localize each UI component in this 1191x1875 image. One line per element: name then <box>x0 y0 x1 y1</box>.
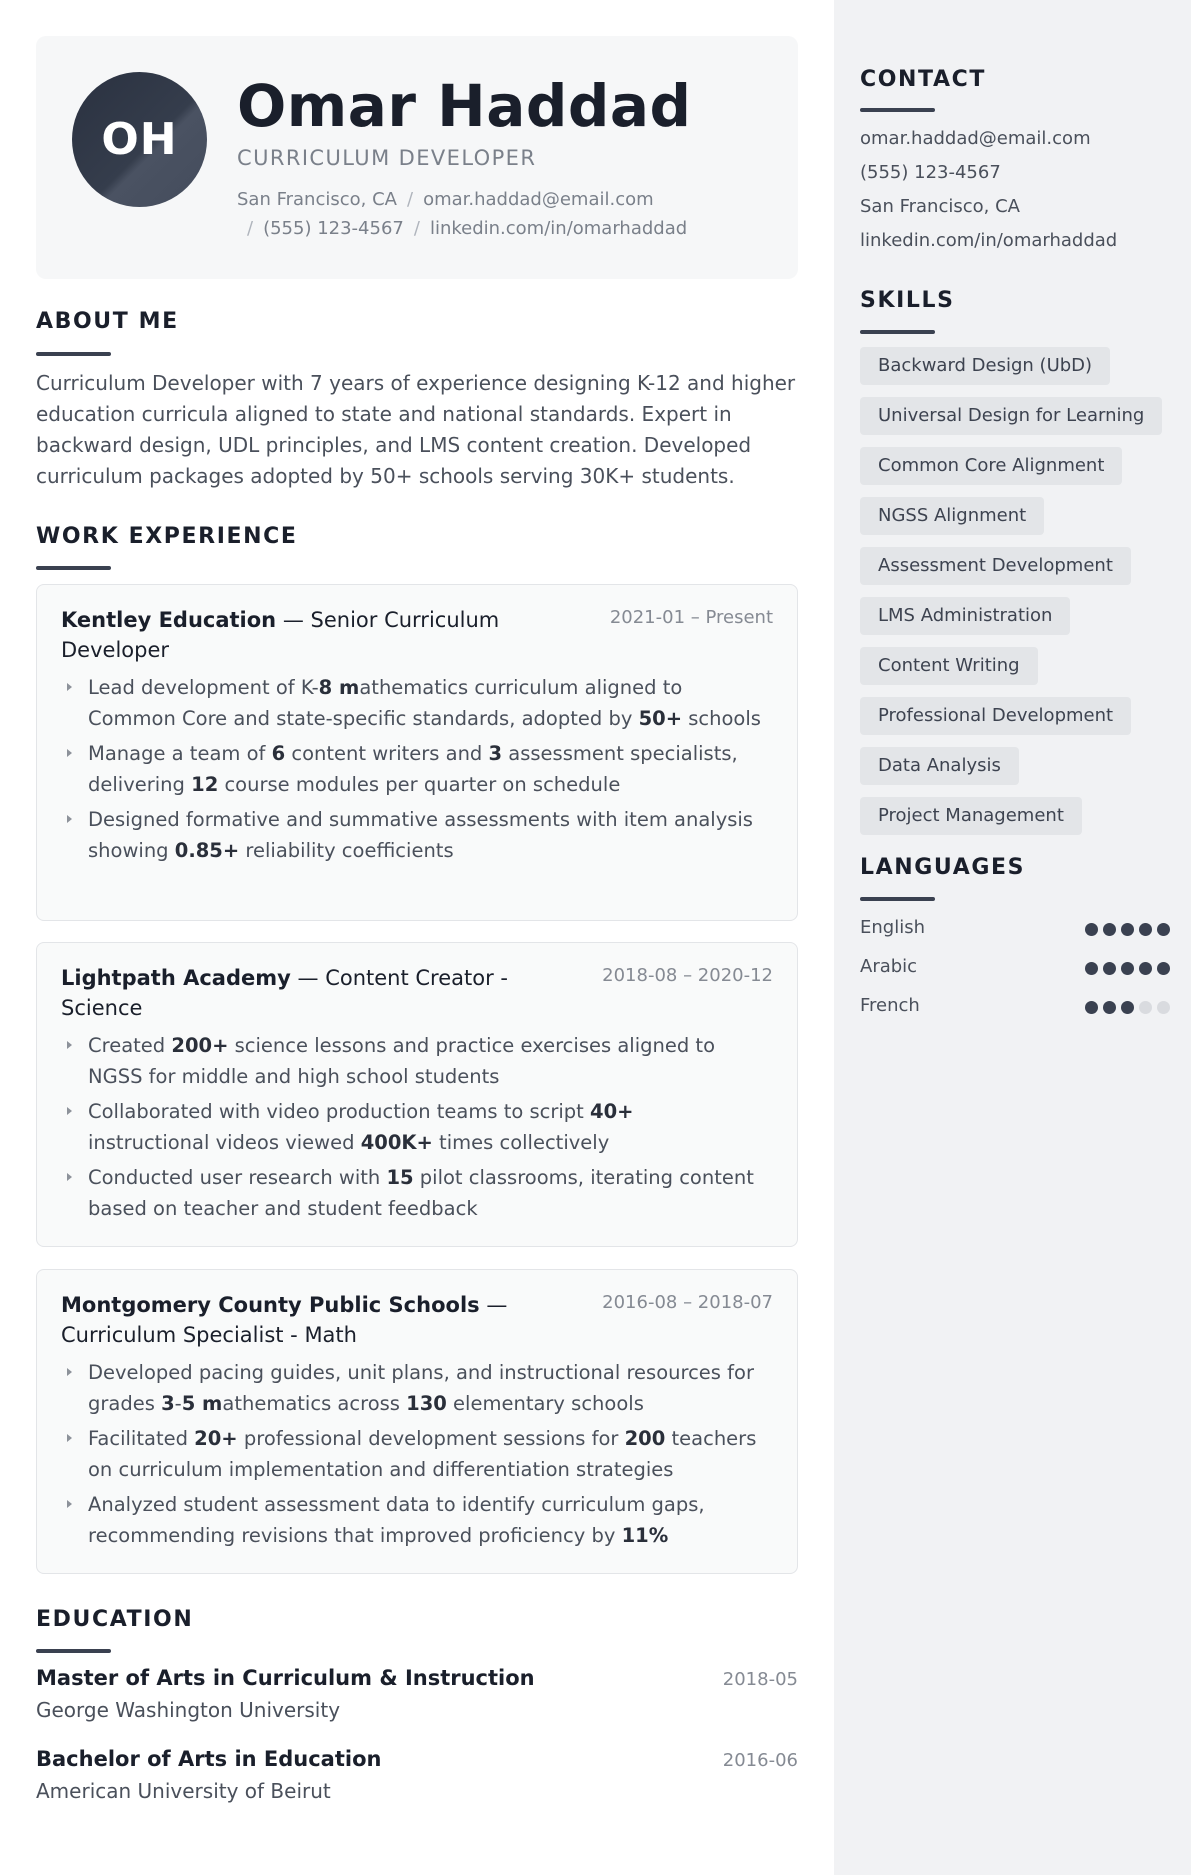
skill-tag: Content Writing <box>860 647 1038 685</box>
language-row <box>860 956 1170 980</box>
job-bullet <box>61 1162 761 1224</box>
job-title: CURRICULUM DEVELOPER <box>237 146 537 170</box>
bullet-highlight: 6 <box>271 742 286 765</box>
job-bullet <box>61 1357 761 1419</box>
about-section-title: ABOUT ME <box>36 309 179 334</box>
bullet-marker-icon <box>67 815 72 823</box>
job-heading <box>61 1290 531 1350</box>
person-name: Omar Haddad <box>237 72 692 140</box>
header-contact-line-2 <box>247 218 687 239</box>
education-school: American University of Beirut <box>36 1779 331 1803</box>
job-dash: — <box>297 966 319 990</box>
job-heading <box>61 963 531 1023</box>
skill-tag: LMS Administration <box>860 597 1070 635</box>
header-linkedin-link[interactable]: linkedin.com/in/omarhaddad <box>429 218 688 239</box>
bullet-highlight: 400K+ <box>360 1131 433 1154</box>
header-card <box>36 36 798 279</box>
bullet-marker-icon <box>67 683 72 691</box>
job-dash: — <box>282 608 304 632</box>
sidebar-email-link[interactable]: omar.haddad@email.com <box>860 128 1091 149</box>
section-divider <box>860 108 935 112</box>
level-dot-filled <box>1103 1001 1116 1014</box>
languages-section-title: LANGUAGES <box>860 855 1026 880</box>
job-company: Montgomery County Public Schools <box>61 1293 480 1317</box>
education-date: 2016-06 <box>722 1750 798 1771</box>
job-bullet <box>61 1489 761 1551</box>
language-name: English <box>860 917 925 938</box>
section-divider <box>860 330 935 334</box>
level-dot-empty <box>1157 1001 1170 1014</box>
skills-list <box>860 347 1170 847</box>
job-bullet <box>61 738 761 800</box>
bullet-marker-icon <box>67 1368 72 1376</box>
education-school: George Washington University <box>36 1698 341 1722</box>
skill-tag: Common Core Alignment <box>860 447 1122 485</box>
job-dates: 2018-08 – 2020-12 <box>602 965 773 986</box>
language-level-dots <box>1085 1001 1170 1014</box>
education-section-title: EDUCATION <box>36 1607 194 1632</box>
avatar: OH <box>72 72 207 207</box>
job-card <box>36 1269 798 1574</box>
header-location: San Francisco, CA <box>237 189 397 210</box>
section-divider <box>36 566 111 570</box>
bullet-highlight: 12 <box>191 773 219 796</box>
contact-section-title: CONTACT <box>860 67 986 92</box>
bullet-highlight: 8 m <box>318 676 360 699</box>
level-dot-filled <box>1085 962 1098 975</box>
education-degree: Bachelor of Arts in Education <box>36 1747 382 1771</box>
skill-tag: Universal Design for Learning <box>860 397 1162 435</box>
bullet-highlight: 130 <box>406 1392 447 1415</box>
language-name: French <box>860 995 920 1016</box>
bullet-highlight: 3 <box>161 1392 175 1415</box>
level-dot-filled <box>1103 923 1116 936</box>
header-phone: (555) 123-4567 <box>263 218 404 239</box>
header-contact-line-1 <box>237 189 654 210</box>
bullet-highlight: 200 <box>624 1427 666 1450</box>
bullet-text: Conducted user research with 15 pilot classrooms, iterating content based on teacher and student feedback <box>88 1166 754 1220</box>
job-bullet <box>61 1096 761 1158</box>
level-dot-filled <box>1157 923 1170 936</box>
bullet-highlight: 3 <box>488 742 503 765</box>
bullet-text: Analyzed student assessment data to identify curriculum gaps, recommending revisions that improved proficiency by 11% <box>88 1493 705 1547</box>
job-dash: — <box>486 1293 508 1317</box>
header-email-link[interactable]: omar.haddad@email.com <box>423 189 654 210</box>
bullet-highlight: 50+ <box>638 707 683 730</box>
bullet-highlight: 200+ <box>171 1034 229 1057</box>
sidebar-phone: (555) 123-4567 <box>860 162 1001 183</box>
job-card <box>36 584 798 921</box>
bullet-highlight: 40+ <box>590 1100 634 1123</box>
skill-tag: NGSS Alignment <box>860 497 1044 535</box>
language-level-dots <box>1085 923 1170 936</box>
section-divider <box>36 1649 111 1653</box>
skills-section-title: SKILLS <box>860 288 955 313</box>
bullet-highlight: 15 <box>386 1166 414 1189</box>
bullet-marker-icon <box>67 1434 72 1442</box>
job-company: Kentley Education <box>61 608 277 632</box>
skill-tag: Professional Development <box>860 697 1131 735</box>
job-dates: 2021-01 – Present <box>609 607 773 628</box>
section-divider <box>36 352 111 356</box>
level-dot-filled <box>1085 923 1098 936</box>
skill-tag: Project Management <box>860 797 1082 835</box>
bullet-highlight: 20+ <box>194 1427 238 1450</box>
job-card <box>36 942 798 1247</box>
bullet-marker-icon <box>67 749 72 757</box>
bullet-highlight: 5 m <box>181 1392 223 1415</box>
separator: / <box>406 189 414 210</box>
education-date: 2018-05 <box>722 1669 798 1690</box>
separator: / <box>413 218 420 239</box>
sidebar-location: San Francisco, CA <box>860 196 1020 217</box>
level-dot-empty <box>1139 1001 1152 1014</box>
bullet-text: Facilitated 20+ professional development sessions for 200 teachers on curriculum implementation and differentiation strategies <box>88 1427 757 1481</box>
bullet-text: Lead development of K-8 mathematics curriculum aligned to Common Core and state-specific standards, adopted by 50+ schools <box>88 676 761 730</box>
job-bullet <box>61 672 761 734</box>
job-company: Lightpath Academy <box>61 966 291 990</box>
level-dot-filled <box>1157 962 1170 975</box>
level-dot-filled <box>1103 962 1116 975</box>
job-role: Curriculum Specialist - Math <box>61 1323 357 1347</box>
job-bullet <box>61 804 761 866</box>
job-role: Senior Curriculum Developer <box>61 608 500 662</box>
bullet-highlight: 0.85+ <box>174 839 240 862</box>
language-row <box>860 917 1170 941</box>
language-level-dots <box>1085 962 1170 975</box>
level-dot-filled <box>1121 923 1134 936</box>
job-bullets <box>61 1030 761 1228</box>
bullet-marker-icon <box>67 1107 72 1115</box>
level-dot-filled <box>1121 962 1134 975</box>
bullet-highlight: 11% <box>621 1524 669 1547</box>
separator: / <box>247 218 254 239</box>
section-divider <box>860 897 935 901</box>
job-bullets <box>61 1357 761 1555</box>
language-name: Arabic <box>860 956 918 977</box>
bullet-marker-icon <box>67 1173 72 1181</box>
about-text: Curriculum Developer with 7 years of experience designing K-12 and higher education curricula aligned to state and national standards. Expert in backward design, UDL principles, and LMS content creation. Developed curriculum packages adopted by 50+ schools serving 30K+ students. <box>36 371 796 488</box>
bullet-marker-icon <box>67 1041 72 1049</box>
sidebar <box>834 0 1191 1875</box>
job-bullet <box>61 1030 761 1092</box>
job-bullet <box>61 1423 761 1485</box>
job-role: Content Creator - Science <box>61 966 508 1020</box>
level-dot-filled <box>1085 1001 1098 1014</box>
bullet-text: Created 200+ science lessons and practice exercises aligned to NGSS for middle and high school students <box>88 1034 716 1088</box>
bullet-text: Collaborated with video production teams to script 40+ instructional videos viewed 400K+ times collectively <box>88 1100 634 1154</box>
bullet-text: Developed pacing guides, unit plans, and instructional resources for grades 3-5 mathematics across 130 elementary schools <box>88 1361 754 1415</box>
job-dates: 2016-08 – 2018-07 <box>602 1292 773 1313</box>
skill-tag: Data Analysis <box>860 747 1019 785</box>
level-dot-filled <box>1139 962 1152 975</box>
skill-tag: Assessment Development <box>860 547 1131 585</box>
sidebar-linkedin-link[interactable]: linkedin.com/in/omarhaddad <box>860 230 1118 251</box>
level-dot-filled <box>1121 1001 1134 1014</box>
bullet-marker-icon <box>67 1500 72 1508</box>
level-dot-filled <box>1139 923 1152 936</box>
job-bullets <box>61 672 761 870</box>
language-row <box>860 995 1170 1019</box>
work-section-title: WORK EXPERIENCE <box>36 524 298 549</box>
skill-tag: Backward Design (UbD) <box>860 347 1110 385</box>
job-heading <box>61 605 531 665</box>
bullet-text: Manage a team of 6 content writers and 3 assessment specialists, delivering 12 course modules per quarter on schedule <box>88 742 738 796</box>
education-degree: Master of Arts in Curriculum & Instruction <box>36 1666 535 1690</box>
bullet-text: Designed formative and summative assessments with item analysis showing 0.85+ reliability coefficients <box>88 808 753 862</box>
